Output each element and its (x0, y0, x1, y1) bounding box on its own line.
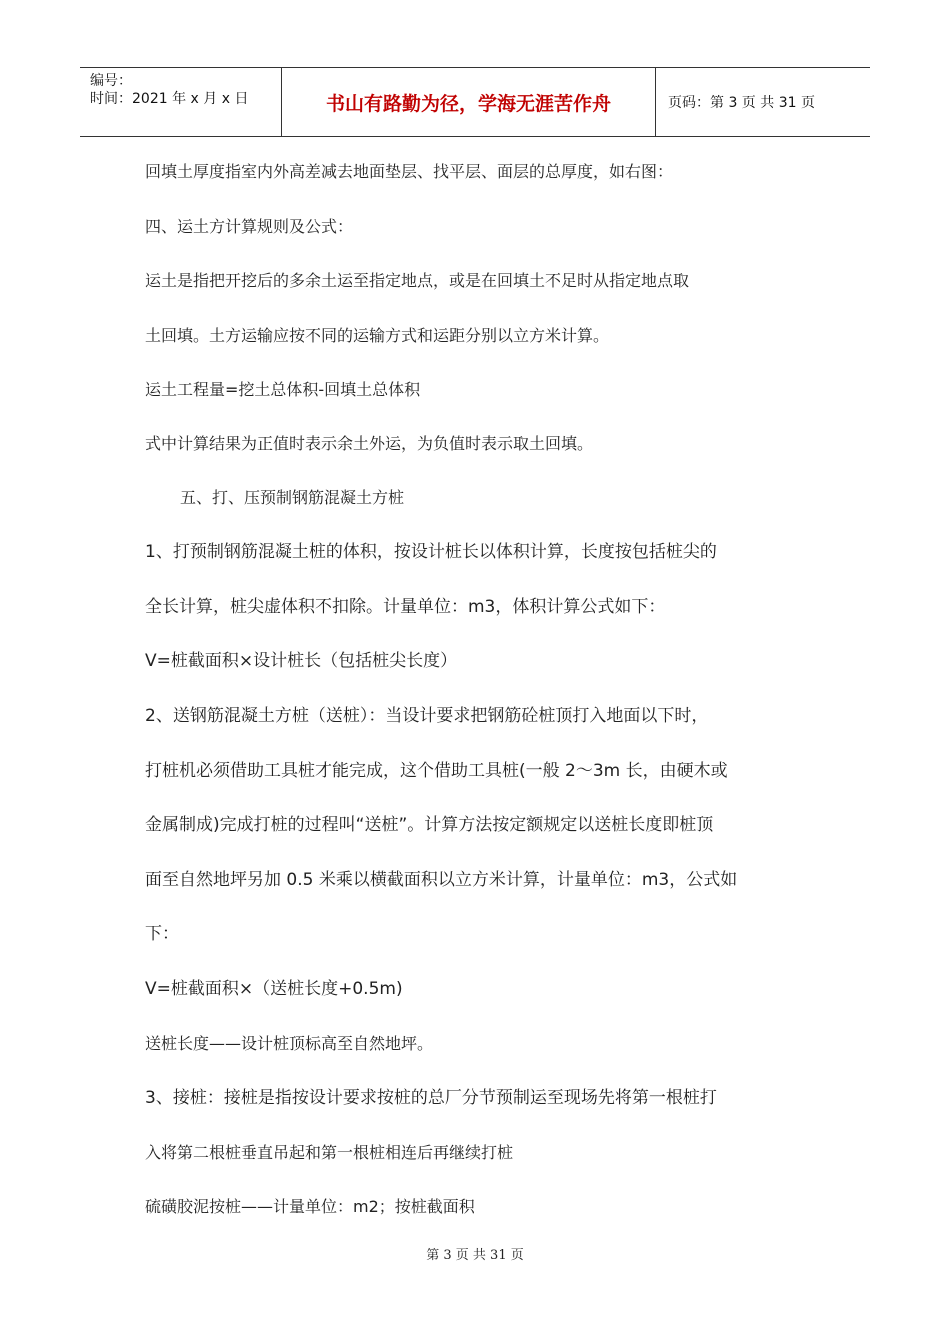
paragraph-line: 全长计算，桩尖虚体积不扣除。计量单位：m3，体积计算公式如下： (145, 597, 666, 617)
paragraph-line: 送桩长度——设计桩顶标高至自然地坪。 (145, 1034, 434, 1053)
formula-line: 运土工程量=挖土总体积-回填土总体积 (145, 380, 421, 399)
paragraph-line: 1、打预制钢筋混凝土桩的体积，按设计桩长以体积计算，长度按包括桩尖的 (145, 542, 717, 562)
paragraph-line: 硫磺胶泥按桩——计量单位：m2；按桩截面积 (145, 1197, 475, 1216)
serial-number-label: 编号： (90, 73, 132, 89)
paragraph-line: 土回填。土方运输应按不同的运输方式和运距分别以立方米计算。 (145, 326, 610, 345)
motto: 书山有路勤为径，学海无涯苦作舟 (325, 93, 611, 115)
paragraph-line: 回填土厚度指室内外高差减去地面垫层、找平层、面层的总厚度，如右图： (145, 162, 674, 181)
paragraph-line: 入将第二根桩垂直吊起和第一根桩相连后再继续打桩 (145, 1143, 514, 1162)
formula-line: V=桩截面积×设计桩长（包括桩尖长度） (145, 651, 458, 671)
paragraph-line: 打桩机必须借助工具桩才能完成，这个借助工具桩(一般 2～3m 长，由硬木或 (145, 761, 728, 781)
header-meta-cell (80, 68, 282, 136)
header-motto-cell (282, 68, 656, 136)
paragraph-line: 金属制成)完成打桩的过程叫“送桩”。计算方法按定额规定以送桩长度即桩顶 (145, 815, 714, 835)
header-page-cell (656, 68, 870, 136)
date-line: 时间：2021 年 x 月 x 日 (90, 91, 249, 107)
paragraph-line: 式中计算结果为正值时表示余土外运，为负值时表示取土回填。 (145, 434, 594, 453)
page-footer: 第 3 页 共 31 页 (426, 1248, 524, 1263)
paragraph-line: 2、送钢筋混凝土方桩（送桩）：当设计要求把钢筋砼桩顶打入地面以下时， (145, 706, 709, 726)
page-info: 页码：第 3 页 共 31 页 (668, 95, 815, 111)
section-heading: 五、打、压预制钢筋混凝土方桩 (180, 488, 405, 507)
paragraph-line: 下： (145, 924, 179, 944)
formula-line: V=桩截面积×（送桩长度+0.5m) (145, 979, 403, 999)
paragraph-line: 面至自然地坪另加 0.5 米乘以横截面积以立方米计算，计量单位：m3，公式如 (145, 870, 738, 890)
page-header (80, 67, 870, 137)
paragraph-line: 3、接桩：接桩是指按设计要求按桩的总厂分节预制运至现场先将第一根桩打 (145, 1088, 717, 1108)
paragraph-line: 运土是指把开挖后的多余土运至指定地点，或是在回填土不足时从指定地点取 (145, 271, 690, 290)
section-heading: 四、运土方计算规则及公式： (145, 217, 354, 236)
